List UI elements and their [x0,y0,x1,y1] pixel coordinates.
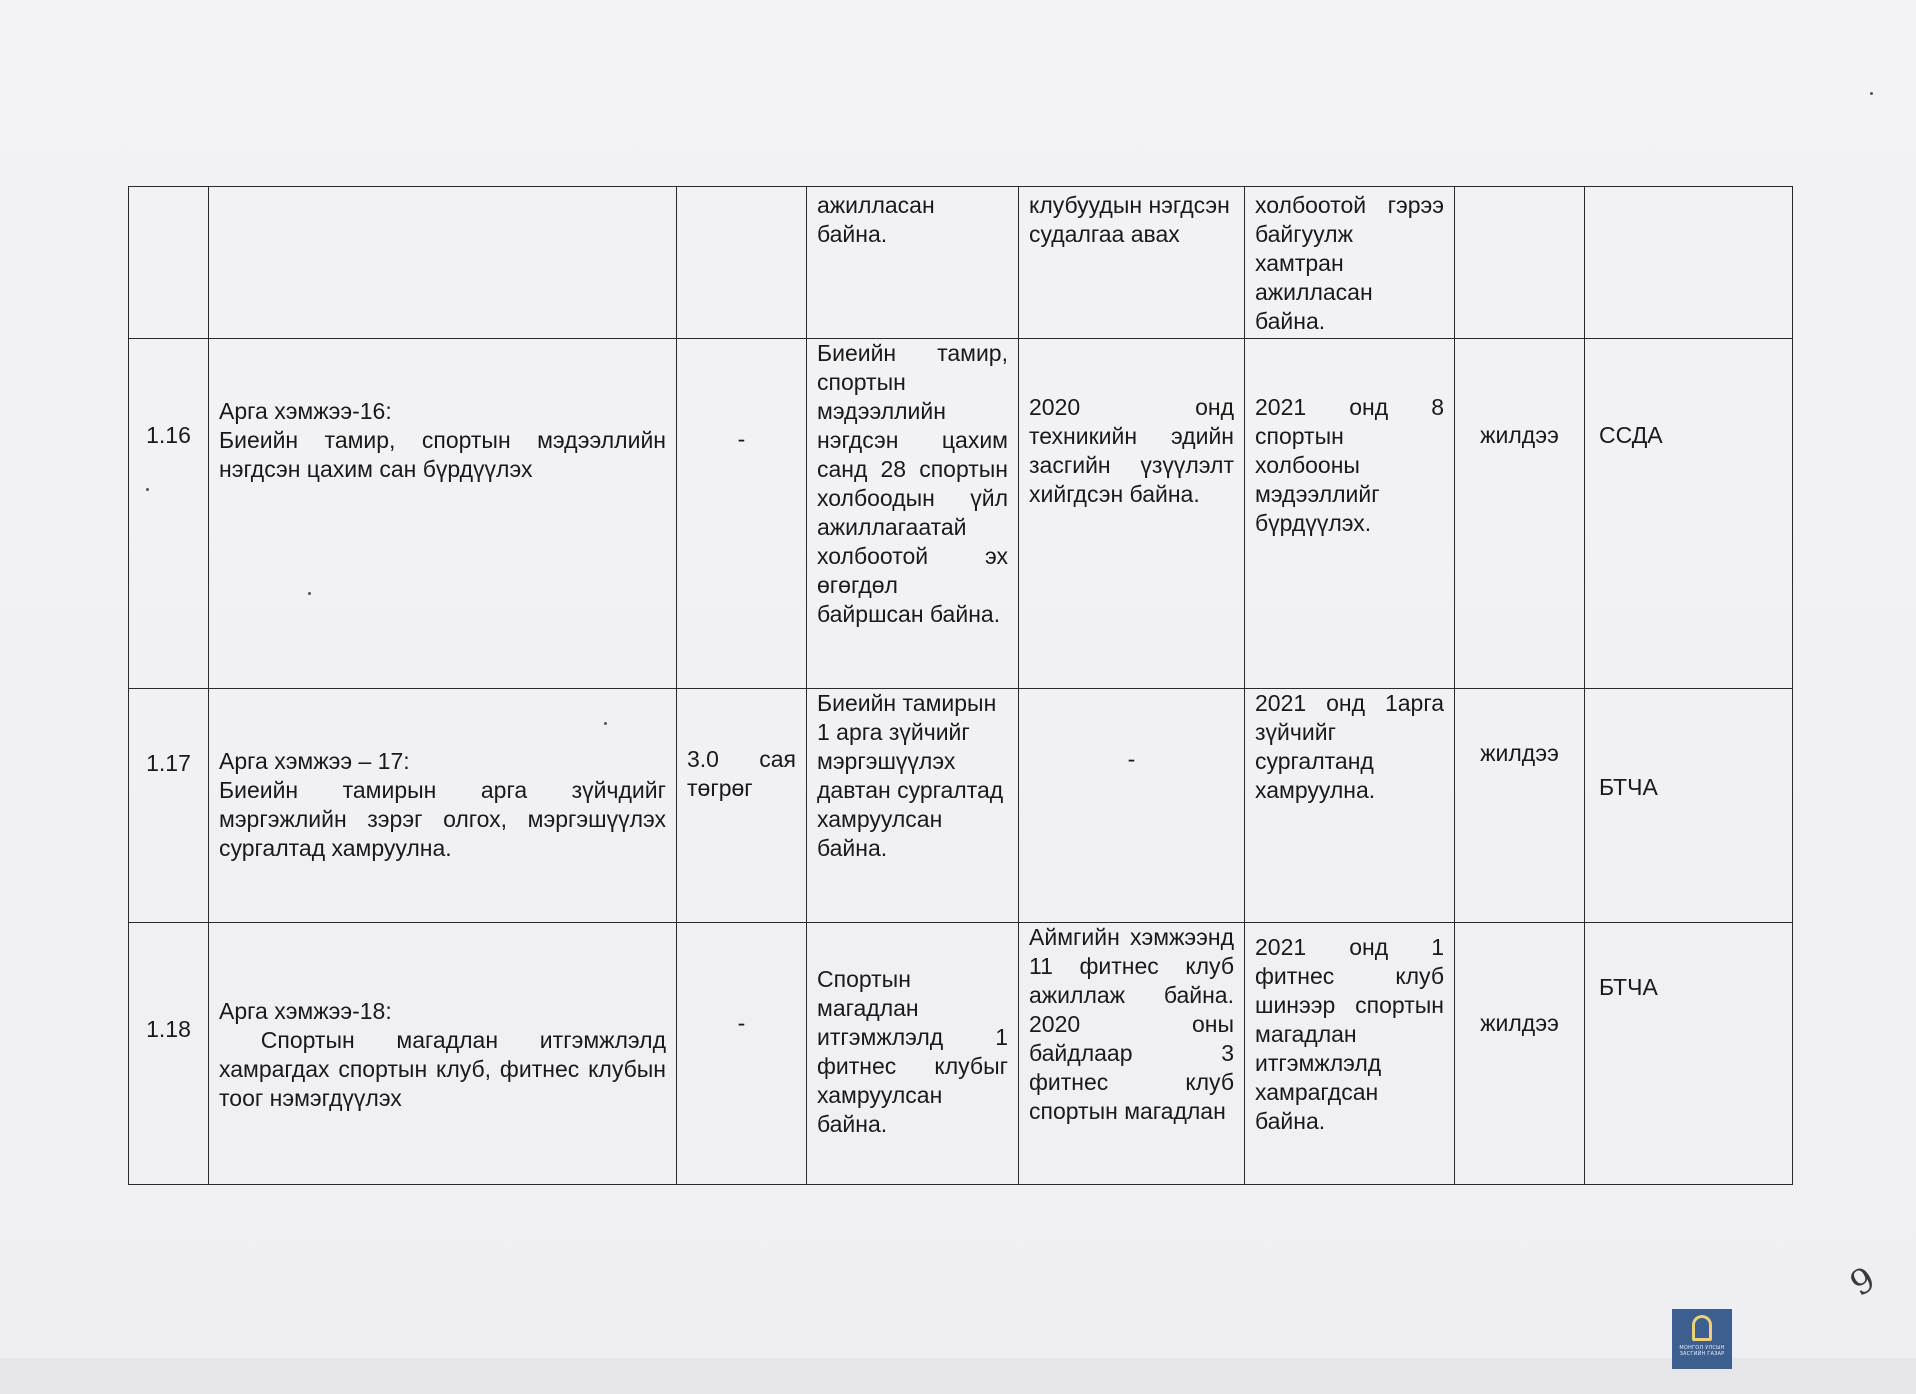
organization-cell: БТЧА [1585,923,1793,1185]
term-cell [1455,187,1585,339]
baseline-cell: ажилласан байна. [807,187,1019,339]
term-cell: жилдээ [1455,923,1585,1185]
target-cell: 2021 онд 8 спортын холбооны мэдээллийг бүрдүүлэх. [1245,339,1455,689]
term-cell: жилдээ [1455,689,1585,923]
organization-cell: БТЧА [1585,689,1793,923]
budget-cell: - [677,339,807,689]
indicator-cell: 2020 онд техникийн эдийн засгийн үзүүлэлт хийгдсэн байна. [1019,339,1245,689]
government-emblem-stamp [1672,1309,1732,1369]
target-cell: 2021 онд 1 фитнес клуб шинээр спортын магадлан итгэмжлэлд хамрагдсан байна. [1245,923,1455,1185]
target-cell: 2021 онд 1арга зүйчийг сургалтанд хамруулна. [1245,689,1455,923]
measure-cell: Арга хэмжээ – 17: Биеийн тамирын арга зүйчдийг мэргэжлийн зэрэг олгох, мэргэшүүлэх сургалтад хамруулна. [209,689,677,923]
stamp-text: МОНГОЛ УЛСЫН ЗАСГИЙН ГАЗАР [1679,1345,1725,1357]
measure-cell: Арга хэмжээ-18: Спортын магадлан итгэмжлэлд хамрагдах спортын клуб, фитнес клубын тоог нэмэгдүүлэх [209,923,677,1185]
handwritten-page-mark: 9 [1843,1259,1883,1305]
indicator-cell: клубуудын нэгдсэн судалгаа авах [1019,187,1245,339]
scan-speck [604,722,607,725]
table-row [129,339,1793,689]
scan-speck [146,488,149,491]
target-cell: холбоотой гэрээ байгуулж хамтран ажилласан байна. [1245,187,1455,339]
scan-bottom-edge [0,1358,1916,1394]
table-row [129,689,1793,923]
measure-cell [209,187,677,339]
budget-cell [677,187,807,339]
organization-cell [1585,187,1793,339]
scan-speck [308,592,311,595]
budget-cell: - [677,923,807,1185]
budget-cell: 3.0 сая төгрөг [677,689,807,923]
indicator-cell: - [1019,689,1245,923]
baseline-cell: Биеийн тамир, спортын мэдээллийн нэгдсэн цахим санд 28 спортын холбоодын үйл ажиллагаатай холбоотой эх өгөгдөл байршсан байна. [807,339,1019,689]
soyombo-icon [1692,1315,1712,1341]
organization-cell: ССДА [1585,339,1793,689]
row-number-cell: 1.16 [129,339,209,689]
term-cell: жилдээ [1455,339,1585,689]
action-plan-table [128,186,1793,1185]
baseline-cell: Биеийн тамирын 1 арга зүйчийг мэргэшүүлэх давтан сургалтад хамруулсан байна. [807,689,1019,923]
baseline-cell: Спортын магадлан итгэмжлэлд 1 фитнес клубыг хамруулсан байна. [807,923,1019,1185]
row-number-cell: 1.17 [129,689,209,923]
measure-cell: Арга хэмжээ-16: Биеийн тамир, спортын мэдээллийн нэгдсэн цахим сан бүрдүүлэх [209,339,677,689]
scan-speck [1870,92,1873,95]
indicator-cell: Аймгийн хэмжээнд 11 фитнес клуб ажиллаж байна. 2020 оны байдлаар 3 фитнес клуб спортын магадлан [1019,923,1245,1185]
row-number-cell [129,187,209,339]
table-row [129,923,1793,1185]
table-row [129,187,1793,339]
row-number-cell: 1.18 [129,923,209,1185]
